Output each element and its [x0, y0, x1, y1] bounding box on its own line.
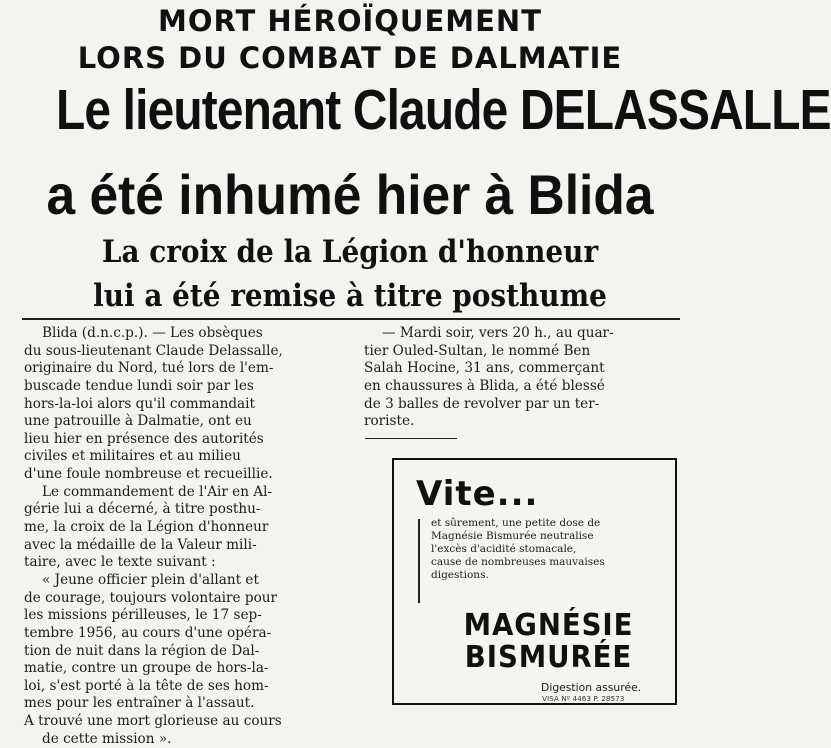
article-line: les missions périlleuses, le 17 sep- [24, 607, 262, 624]
article-line: Blida (d.n.c.p.). — Les obsèques [42, 325, 263, 341]
article-line: de courage, toujours volontaire pour [24, 589, 278, 606]
advertisement-brand-line-1: MAGNÉSIE [463, 608, 634, 643]
headline-divider [22, 318, 680, 320]
article-right-column [364, 325, 676, 431]
article-line: matie, contre un groupe de hors-la- [24, 660, 269, 677]
article-line: lieu hier en présence des autorités [24, 430, 264, 447]
article-line: tembre 1956, au cours d'une opéra- [24, 624, 272, 641]
article-line: loi, s'est porté à la tête de ses hom- [24, 677, 269, 694]
advertisement-title: Vite... [416, 474, 539, 514]
advertisement-copy-line: et sûrement, une petite dose de [431, 517, 601, 529]
column-divider [365, 438, 457, 439]
article-line: tier Ouled-Sultan, le nommé Ben [364, 342, 591, 359]
advertisement-copy [431, 517, 657, 582]
article-line: en chaussures à Blida, a été blessé [364, 377, 605, 394]
advertisement-copy-line: Magnésie Bismurée neutralise [431, 530, 594, 543]
article-headline-line-2: a été inhumé hier à Blida [46, 163, 654, 226]
advertisement-tagline: Digestion assurée. [541, 681, 642, 694]
article-line: mes pour les entraîner à l'assaut. [24, 695, 255, 712]
article-kicker-line-2: LORS DU COMBAT DE DALMATIE [77, 41, 623, 75]
article-line: me, la croix de la Légion d'honneur [24, 519, 269, 536]
article-deck-line-1: La croix de la Légion d'honneur [101, 234, 599, 270]
article-line: avec la médaille de la Valeur mili- [24, 536, 257, 553]
article-line: d'une foule nombreuse et recueillie. [24, 466, 273, 483]
article-line: tion de nuit dans la région de Dal- [24, 642, 260, 659]
article-line: taire, avec le texte suivant : [24, 554, 216, 571]
article-line: Le commandement de l'Air en Al- [42, 483, 273, 500]
article-kicker-line-1: MORT HÉROÏQUEMENT [157, 4, 542, 38]
article-line: du sous-lieutenant Claude Delassalle, [24, 342, 283, 359]
article-line: gérie lui a décerné, à titre posthu- [24, 501, 261, 518]
advertisement-accent-rule [418, 519, 420, 603]
advertisement-copy-line: digestions. [431, 569, 489, 582]
advertisement-copy-line: l'excès d'acidité stomacale, [431, 543, 577, 556]
article-line: — Mardi soir, vers 20 h., au quar- [382, 325, 614, 341]
article-line: de 3 balles de revolver par un ter- [364, 395, 600, 412]
article-line: originaire du Nord, tué lors de l'em- [24, 360, 274, 377]
advertisement-reference: VISA Nº 4463 P. 28573 [542, 694, 625, 703]
article-line: civiles et militaires et au milieu [24, 448, 241, 465]
article-line: roriste. [364, 413, 415, 430]
advertisement-box [392, 458, 677, 705]
article-headline-line-1: Le lieutenant Claude DELASSALLE [56, 78, 831, 142]
article-line: A trouvé une mort glorieuse au cours [24, 713, 282, 730]
article-line: une patrouille à Dalmatie, ont eu [24, 413, 252, 430]
advertisement-brand-line-2: BISMURÉE [464, 640, 633, 675]
article-left-column [24, 325, 356, 748]
article-line: « Jeune officier plein d'allant et [42, 571, 259, 588]
article-line: buscade tendue lundi soir par les [24, 377, 254, 394]
advertisement-copy-line: cause de nombreuses mauvaises [431, 556, 605, 569]
article-deck-line-2: lui a été remise à titre posthume [93, 278, 607, 314]
article-line: de cette mission ». [42, 730, 172, 747]
article-line: Salah Hocine, 31 ans, commerçant [364, 360, 605, 377]
article-line: hors-la-loi alors qu'il commandait [24, 395, 255, 412]
